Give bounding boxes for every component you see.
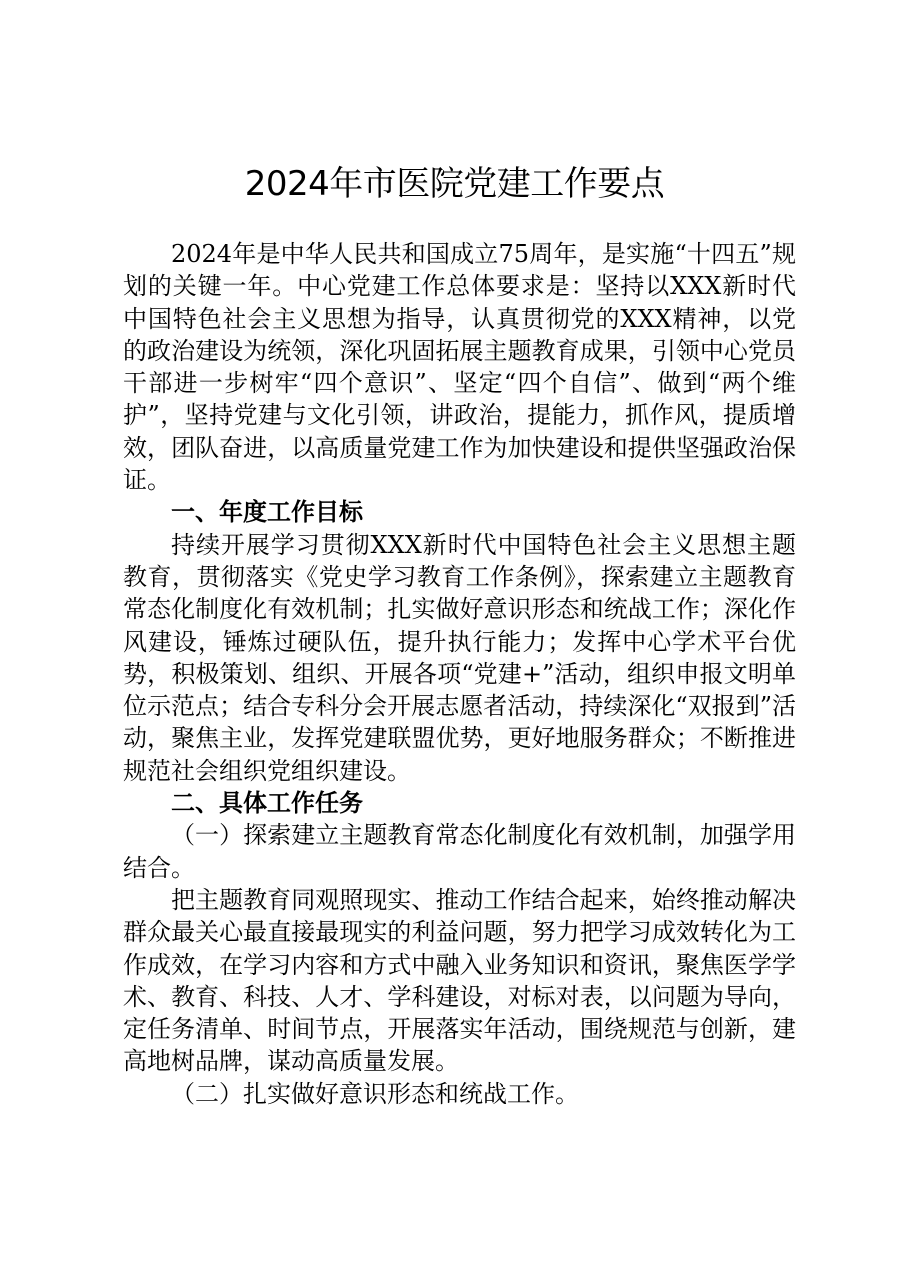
section-2-item-2-heading: （二）扎实做好意识形态和统战工作。 [171, 1079, 579, 1108]
section-1-paragraph: 持续开展学习贯彻XXX新时代中国特色社会主义思想主题教育，贯彻落实《党史学习教育工作条例》，探索建立主题教育常态化制度化有效机制；扎实做好意识形态和统战工作；深化作风建设，锤炼过硬队伍，提升执行能力；发挥中心学术平台优势，积极策划、组织、开展各项“党建+”活动，组织申报文明单位示范点；结合专科分会开展志愿者活动，持续深化“双报到”活动，聚焦主业，发挥党建联盟优势，更好地服务群众；不断推进规范社会组织党组织建设。 [123, 530, 796, 785]
document-body [123, 238, 796, 1110]
section-1-heading: 一、年度工作目标 [171, 497, 363, 527]
intro-paragraph: 2024年是中华人民共和国成立75周年，是实施“十四五”规划的关键一年。中心党建工作总体要求是：坚持以XXX新时代中国特色社会主义思想为指导，认真贯彻党的XXX精神，以党的政治建设为统领，深化巩固拓展主题教育成果，引领中心党员干部进一步树牢“四个意识”、坚定“四个自信”、做到“两个维护”，坚持党建与文化引领，讲政治，提能力，抓作风，提质增效，团队奋进，以高质量党建工作为加快建设和提供坚强政治保证。 [123, 240, 796, 495]
document-title: 2024年市医院党建工作要点 [244, 164, 665, 204]
section-2-item-1-paragraph: 把主题教育同观照现实、推动工作结合起来，始终推动解决群众最关心最直接最现实的利益问题，努力把学习成效转化为工作成效，在学习内容和方式中融入业务知识和资讯，聚焦医学学术、教育、科技、人才、学科建设，对标对表，以问题为导向，定任务清单、时间节点，开展落实年活动，围绕规范与创新，建高地树品牌，谋动高质量发展。 [123, 885, 796, 1076]
section-2-item-1-heading: （一）探索建立主题教育常态化制度化有效机制，加强学用结合。 [123, 821, 796, 882]
section-2-heading: 二、具体工作任务 [171, 788, 363, 818]
